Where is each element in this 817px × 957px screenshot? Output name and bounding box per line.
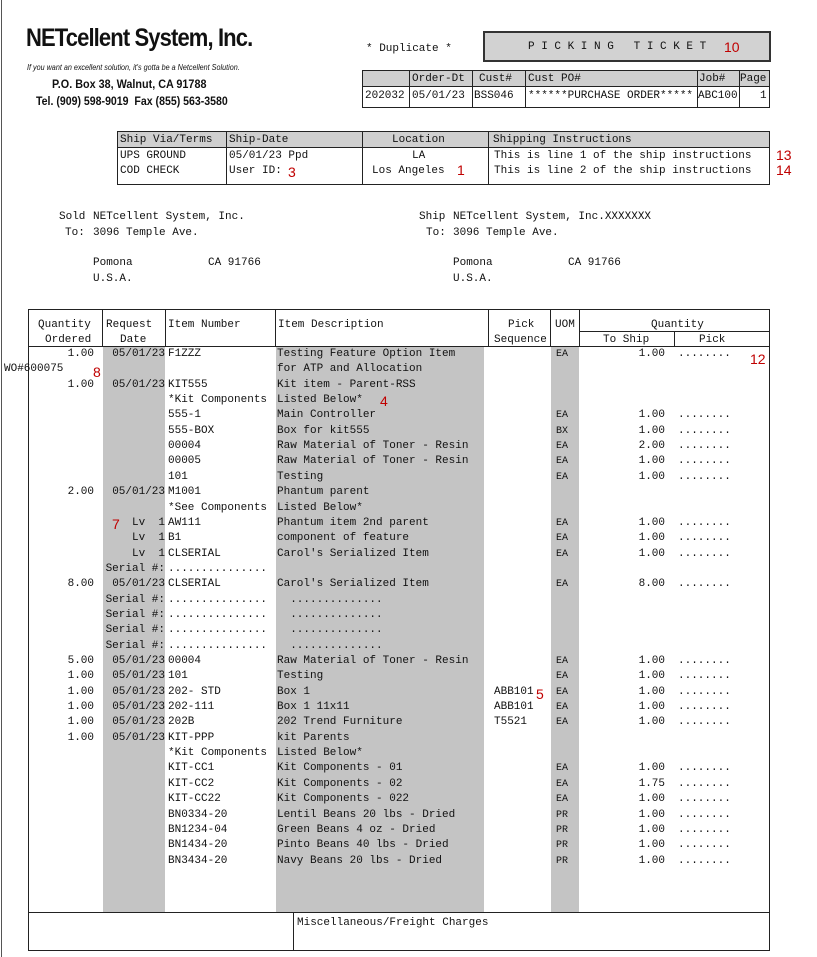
line-item: F1ZZZ — [168, 348, 202, 360]
line-pick: ........ — [678, 777, 731, 790]
line-pick: ........ — [678, 455, 731, 468]
line-ship: 1.00 — [638, 424, 665, 437]
line-uom: EA — [556, 579, 569, 591]
ticket-title: P I C K I N G T I C K E T — [528, 41, 707, 53]
ship-label: Ship — [419, 211, 446, 223]
line-qty: 1.00 — [67, 378, 94, 391]
user-id-label: User ID: — [229, 165, 282, 177]
line-desc: Listed Below* — [277, 747, 363, 760]
line-desc: Carol's Serialized Item — [277, 578, 429, 591]
ship-to-country: U.S.A. — [453, 273, 493, 285]
callout-14: 14 — [776, 162, 792, 178]
line-date: 05/01/23 — [112, 578, 165, 591]
hdr-order-dt: Order-Dt — [412, 73, 465, 85]
line-ship: 1.00 — [638, 808, 665, 821]
line-desc: .............. — [277, 624, 383, 637]
hdr-qty-2: Ordered — [45, 334, 92, 346]
line-qty: 8.00 — [67, 578, 94, 591]
line-desc: kit Parents — [277, 731, 350, 744]
order-col-divider — [472, 70, 473, 108]
ship-to-city: Pomona — [453, 257, 493, 269]
line-desc: Pinto Beans 40 lbs - Dried — [277, 839, 449, 852]
callout-13: 13 — [776, 147, 792, 163]
col-divider — [550, 309, 551, 346]
line-pick: ........ — [678, 685, 731, 698]
line-item: *Kit Components — [168, 747, 268, 760]
line-date: Serial #: — [105, 562, 165, 575]
line-pick: ........ — [678, 547, 731, 560]
line-ship: 1.00 — [638, 716, 665, 729]
line-uom: PR — [556, 840, 569, 852]
callout-3: 3 — [288, 164, 296, 180]
hdr-cust-po: Cust PO# — [528, 73, 581, 85]
hdr-cust-no: Cust# — [479, 73, 513, 85]
line-desc: Box 1 — [277, 685, 311, 698]
order-date: 05/01/23 — [412, 90, 465, 102]
line-date: Lv 1 — [131, 547, 165, 560]
line-desc: Main Controller — [277, 409, 377, 422]
line-uom: EA — [556, 533, 569, 545]
line-item: B1 — [168, 532, 182, 545]
line-uom: EA — [556, 471, 569, 483]
line-item: 555-BOX — [168, 424, 215, 437]
hdr-job-no: Job# — [699, 73, 726, 85]
company-name: NETcellent System, Inc. — [26, 24, 253, 52]
hdr-pick: Pick — [699, 334, 726, 346]
line-uom: EA — [556, 717, 569, 729]
line-ship: 8.00 — [638, 578, 665, 591]
line-item: BN1234-04 — [168, 823, 228, 836]
line-date: Serial #: — [105, 639, 165, 652]
line-item: KIT-CC22 — [168, 793, 221, 806]
col-divider — [674, 331, 675, 346]
line-desc: Testing Feature Option Item — [277, 348, 456, 360]
line-item: CLSERIAL — [168, 547, 221, 560]
ship-instr-2: This is line 2 of the ship instructions — [494, 165, 752, 177]
line-uom: EA — [556, 671, 569, 683]
ship-to-name: NETcellent System, Inc.XXXXXXX — [453, 211, 652, 223]
line-pick: ........ — [678, 348, 731, 360]
sold-label: Sold — [59, 211, 86, 223]
line-desc: Box 1 11x11 — [277, 701, 350, 714]
col-divider — [488, 309, 489, 346]
order-number: 202032 — [365, 90, 405, 102]
line-ship: 1.00 — [638, 685, 665, 698]
col-divider — [165, 309, 166, 346]
line-date: 05/01/23 — [112, 701, 165, 714]
line-item: 555-1 — [168, 409, 202, 422]
sold-to-label: To: — [65, 227, 85, 239]
line-item: KIT-CC2 — [168, 777, 215, 790]
line-qty: 1.00 — [67, 716, 94, 729]
ship-col-divider — [488, 131, 489, 185]
order-col-divider — [525, 70, 526, 108]
line-pick: ........ — [678, 532, 731, 545]
line-uom: EA — [556, 441, 569, 453]
line-uom: PR — [556, 824, 569, 836]
line-ship: 1.00 — [638, 655, 665, 667]
line-item: 101 — [168, 670, 188, 683]
line-qty: 1.00 — [67, 701, 94, 714]
line-item: BN3434-20 — [168, 854, 228, 867]
line-pick: ........ — [678, 762, 731, 775]
line-uom: EA — [556, 517, 569, 529]
line-pick: ........ — [678, 440, 731, 453]
line-item: ............... — [168, 562, 268, 575]
line-ship: 1.00 — [638, 348, 665, 360]
line-item: CLSERIAL — [168, 578, 221, 591]
line-date: 05/01/23 — [112, 348, 165, 360]
company-address: P.O. Box 38, Walnut, CA 91788 — [52, 77, 207, 91]
hdr-item: Item Number — [168, 319, 241, 331]
ship-header-divider — [117, 147, 770, 148]
line-date: 05/01/23 — [112, 685, 165, 698]
line-uom: EA — [556, 656, 569, 667]
callout-8: 8 — [93, 364, 101, 380]
callout-10: 10 — [724, 39, 740, 55]
line-pick: ........ — [678, 516, 731, 529]
hdr-location: Location — [392, 134, 445, 146]
line-qty: 1.00 — [67, 685, 94, 698]
col-divider — [275, 309, 276, 346]
line-item: *See Components — [168, 501, 268, 514]
line-desc: Carol's Serialized Item — [277, 547, 429, 560]
line-desc: 202 Trend Furniture — [277, 716, 403, 729]
hdr-qty-1: Quantity — [38, 319, 91, 331]
line-qty: 1.00 — [67, 731, 94, 744]
line-item: 202- STD — [168, 685, 221, 698]
col-divider — [102, 309, 103, 346]
hdr-to-ship: To Ship — [603, 334, 650, 346]
line-date: Lv 1 — [131, 516, 165, 529]
hdr-req-2: Date — [120, 334, 147, 346]
line-item: M1001 — [168, 486, 202, 499]
line-pick: ........ — [678, 808, 731, 821]
line-desc: Navy Beans 20 lbs - Dried — [277, 854, 443, 867]
line-desc: Kit Components - 02 — [277, 777, 403, 790]
line-qty: WO#600075 — [4, 363, 64, 376]
line-pick: ........ — [678, 424, 731, 437]
line-ship: 1.00 — [638, 470, 665, 483]
sold-to-country: U.S.A. — [93, 273, 133, 285]
line-date: 05/01/23 — [112, 378, 165, 391]
line-pick: ........ — [678, 470, 731, 483]
order-col-divider — [409, 70, 410, 108]
cust-number: BSS046 — [474, 90, 514, 102]
location-name: Los Angeles — [372, 165, 445, 177]
line-desc: Raw Material of Toner - Resin — [277, 455, 469, 468]
line-desc: .............. — [277, 639, 383, 652]
line-seq: T5521 — [494, 716, 528, 729]
callout-7: 7 — [112, 516, 120, 532]
line-date: 05/01/23 — [112, 731, 165, 744]
hdr-desc: Item Description — [278, 319, 384, 331]
page-edge — [1, 0, 2, 957]
line-uom: EA — [556, 702, 569, 714]
line-item: ............... — [168, 639, 268, 652]
line-item: 00005 — [168, 455, 202, 468]
line-uom: EA — [556, 548, 569, 560]
line-pick: ........ — [678, 854, 731, 867]
footer-divider — [28, 912, 770, 913]
line-item: BN0334-20 — [168, 808, 228, 821]
line-ship: 2.00 — [638, 440, 665, 453]
ship-to-label: To: — [426, 227, 446, 239]
line-item: ............... — [168, 608, 268, 621]
ship-date: 05/01/23 Ppd — [229, 150, 309, 162]
hdr-uom: UOM — [555, 319, 575, 331]
line-date: 05/01/23 — [112, 716, 165, 729]
line-desc: for ATP and Allocation — [277, 363, 423, 376]
line-pick: ........ — [678, 823, 731, 836]
line-desc: Kit item - Parent-RSS — [277, 378, 416, 391]
line-pick: ........ — [678, 578, 731, 591]
hdr-ship-date: Ship-Date — [229, 134, 289, 146]
line-desc: .............. — [277, 608, 383, 621]
line-uom: EA — [556, 410, 569, 422]
line-desc: Testing — [277, 470, 324, 483]
line-date: 05/01/23 — [112, 670, 165, 683]
job-number: ABC100 — [698, 90, 738, 102]
line-ship: 1.00 — [638, 670, 665, 683]
line-item: ............... — [168, 624, 268, 637]
ship-to-state-zip: CA 91766 — [568, 257, 621, 269]
line-item: BN1434-20 — [168, 839, 228, 852]
hdr-page: Page — [740, 73, 767, 85]
line-item: ............... — [168, 593, 268, 606]
cust-po: ******PURCHASE ORDER***** — [528, 90, 694, 102]
sold-to-city: Pomona — [93, 257, 133, 269]
line-desc: Raw Material of Toner - Resin — [277, 440, 469, 453]
line-ship: 1.00 — [638, 532, 665, 545]
line-item: *Kit Components — [168, 394, 268, 407]
misc-freight-label: Miscellaneous/Freight Charges — [297, 917, 489, 929]
line-ship: 1.00 — [638, 762, 665, 775]
line-qty: 5.00 — [67, 655, 94, 667]
hdr-req-1: Request — [106, 319, 153, 331]
line-pick: ........ — [678, 716, 731, 729]
order-header-divider — [362, 86, 770, 87]
terms: COD CHECK — [120, 165, 180, 177]
hdr-quantity: Quantity — [651, 319, 704, 331]
line-ship: 1.00 — [638, 839, 665, 852]
sold-to-name: NETcellent System, Inc. — [93, 211, 245, 223]
line-desc: Listed Below* — [277, 501, 363, 514]
line-date: Lv 1 — [131, 532, 165, 545]
line-ship: 1.75 — [638, 777, 665, 790]
line-ship: 1.00 — [638, 793, 665, 806]
line-item: KIT-CC1 — [168, 762, 215, 775]
line-uom: EA — [556, 686, 569, 698]
line-desc: Box for kit555 — [277, 424, 370, 437]
line-ship: 1.00 — [638, 547, 665, 560]
hdr-pick-2: Sequence — [494, 334, 547, 346]
line-ship: 1.00 — [638, 455, 665, 468]
line-item: 202-111 — [168, 701, 215, 714]
sold-to-street: 3096 Temple Ave. — [93, 227, 199, 239]
line-date: 05/01/23 — [112, 655, 165, 667]
callout-1: 1 — [457, 162, 465, 178]
line-desc: Green Beans 4 oz - Dried — [277, 823, 436, 836]
col-divider — [579, 309, 580, 346]
line-pick: ........ — [678, 409, 731, 422]
ship-instr-1: This is line 1 of the ship instructions — [494, 150, 752, 162]
line-uom: EA — [556, 794, 569, 806]
line-date: Serial #: — [105, 608, 165, 621]
sold-to-state-zip: CA 91766 — [208, 257, 261, 269]
page-number: 1 — [760, 90, 767, 102]
line-date: Serial #: — [105, 593, 165, 606]
duplicate-label: * Duplicate * — [366, 43, 452, 55]
hdr-ship-via: Ship Via/Terms — [120, 134, 213, 146]
hdr-ship-instr: Shipping Instructions — [493, 134, 632, 146]
line-qty: 1.00 — [67, 348, 94, 360]
line-date: Serial #: — [105, 624, 165, 637]
company-slogan: If you want an excellent solution, it's gotta be a Netcellent Solution. — [27, 63, 240, 72]
line-item: 00004 — [168, 440, 202, 453]
line-uom: EA — [556, 763, 569, 775]
line-desc: Raw Material of Toner - Resin — [277, 655, 469, 667]
ship-via: UPS GROUND — [120, 150, 187, 162]
location-code: LA — [412, 150, 426, 162]
line-qty: 1.00 — [67, 670, 94, 683]
callout-5: 5 — [536, 686, 544, 702]
callout-4: 4 — [380, 393, 388, 409]
line-desc: Phantum item 2nd parent — [277, 516, 429, 529]
line-ship: 1.00 — [638, 409, 665, 422]
line-pick: ........ — [678, 655, 731, 667]
line-desc: Kit Components - 01 — [277, 762, 403, 775]
line-seq: ABB101 — [494, 685, 534, 698]
line-uom: PR — [556, 809, 569, 821]
line-desc: Phantum parent — [277, 486, 370, 499]
line-desc: Testing — [277, 670, 324, 683]
line-ship: 1.00 — [638, 854, 665, 867]
line-desc: Listed Below* — [277, 394, 363, 407]
line-uom: BX — [556, 425, 569, 437]
line-item: 00004 — [168, 655, 202, 667]
line-desc: .............. — [277, 593, 383, 606]
line-ship: 1.00 — [638, 823, 665, 836]
hdr-pick-1: Pick — [508, 319, 535, 331]
line-item: 202B — [168, 716, 195, 729]
callout-12: 12 — [750, 351, 766, 367]
line-desc: Lentil Beans 20 lbs - Dried — [277, 808, 456, 821]
company-phone: Tel. (909) 598-9019 Fax (855) 563-3580 — [36, 94, 228, 108]
line-desc: component of feature — [277, 532, 410, 545]
line-pick: ........ — [678, 670, 731, 683]
line-uom: EA — [556, 778, 569, 790]
line-pick: ........ — [678, 793, 731, 806]
line-seq: ABB101 — [494, 701, 534, 714]
footer-col-divider — [293, 912, 294, 951]
line-uom: EA — [556, 456, 569, 468]
line-uom: EA — [556, 349, 569, 360]
ship-col-divider — [362, 131, 363, 185]
line-qty: 2.00 — [67, 486, 94, 499]
line-pick: ........ — [678, 701, 731, 714]
line-item: KIT-PPP — [168, 731, 215, 744]
line-item: 101 — [168, 470, 188, 483]
ship-col-divider — [226, 131, 227, 185]
line-ship: 1.00 — [638, 701, 665, 714]
line-uom: PR — [556, 855, 569, 867]
line-pick: ........ — [678, 839, 731, 852]
line-ship: 1.00 — [638, 516, 665, 529]
ship-to-street: 3096 Temple Ave. — [453, 227, 559, 239]
line-desc: Kit Components - 022 — [277, 793, 410, 806]
line-item: KIT555 — [168, 378, 208, 391]
line-date: 05/01/23 — [112, 486, 165, 499]
line-item: AW111 — [168, 516, 202, 529]
